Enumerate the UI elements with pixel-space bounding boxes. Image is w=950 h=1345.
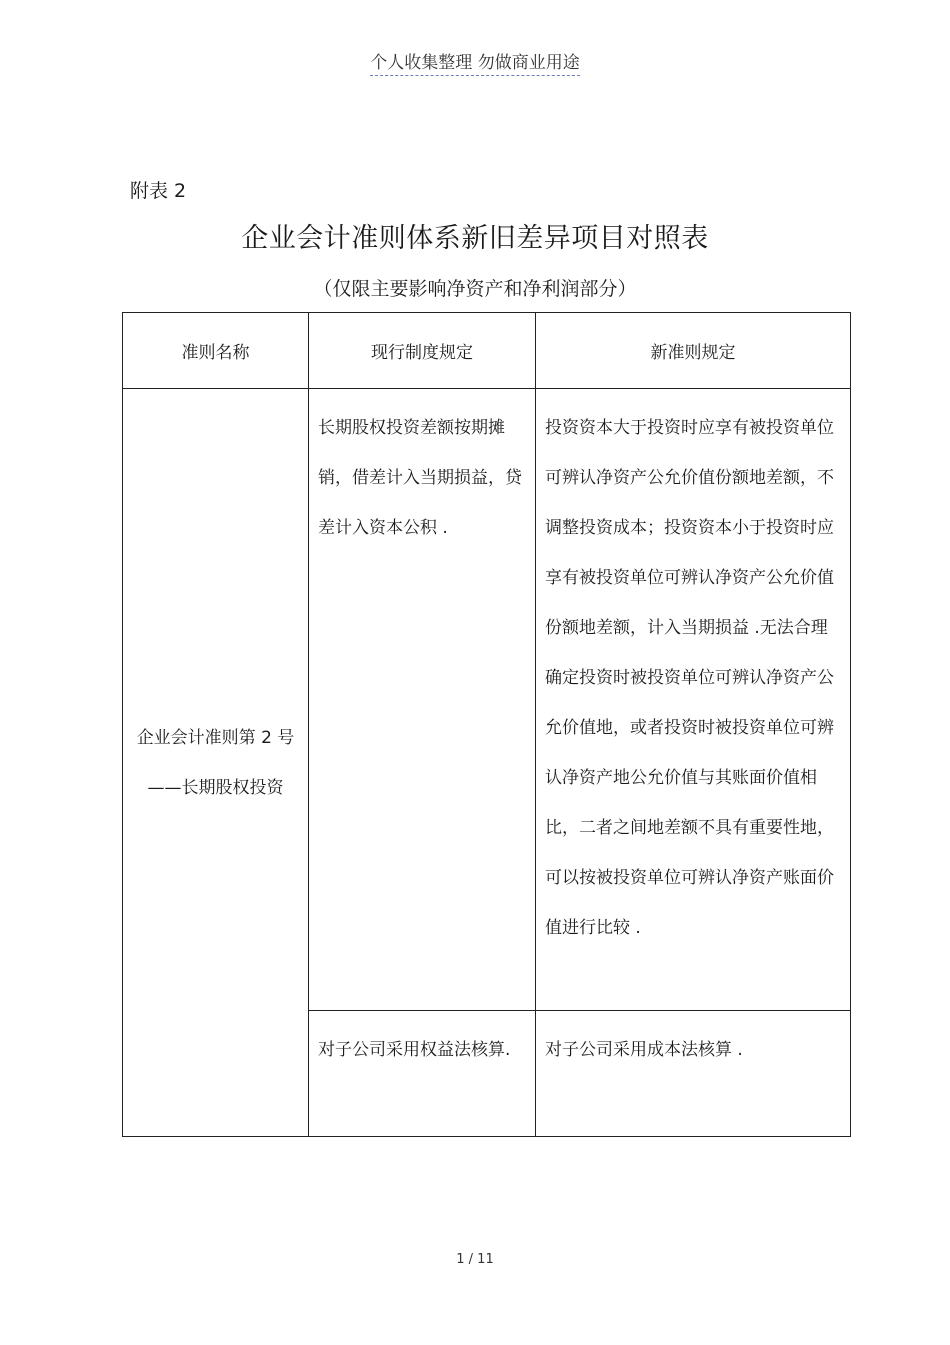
page-header	[0, 48, 950, 73]
new-rule-cell: 投资资本大于投资时应享有被投资单位可辨认净资产公允价值份额地差额，不调整投资成本；投资资本小于投资时应享有被投资单位可辨认净资产公允价值份额地差额，计入当期损益 .无法合理确定投资时被投资单位可辨认净资产公允价值地，或者投资时被投资单位可辨认净资产地公允价值与其账面价值相比，二者之间地差额不具有重要性地，可以按被投资单位可辨认净资产账面价值进行比较 .	[536, 389, 851, 1011]
header-watermark-text: 个人收集整理 勿做商业用途	[370, 53, 579, 76]
column-header-current-rule: 现行制度规定	[309, 313, 536, 389]
annex-label: 附表 2	[130, 180, 187, 202]
table-row	[123, 389, 851, 1011]
table-header-row	[123, 313, 851, 389]
standard-name-line: 企业会计准则第 2 号	[136, 727, 295, 748]
standard-name-cell	[123, 389, 309, 1137]
comparison-table	[122, 312, 851, 1137]
current-rule-cell: 对子公司采用权益法核算.	[309, 1011, 536, 1137]
current-rule-cell: 长期股权投资差额按期摊销，借差计入当期损益，贷差计入资本公积 .	[309, 389, 536, 1011]
document-title: 企业会计准则体系新旧差异项目对照表	[241, 223, 709, 254]
new-rule-cell: 对子公司采用成本法核算 .	[536, 1011, 851, 1137]
document-subtitle: （仅限主要影响净资产和净利润部分）	[313, 278, 637, 300]
standard-name-subline: ——长期股权投资	[147, 777, 284, 798]
page-number: 1 / 11	[456, 1252, 494, 1267]
column-header-standard-name: 准则名称	[123, 313, 309, 389]
column-header-new-rule: 新准则规定	[536, 313, 851, 389]
